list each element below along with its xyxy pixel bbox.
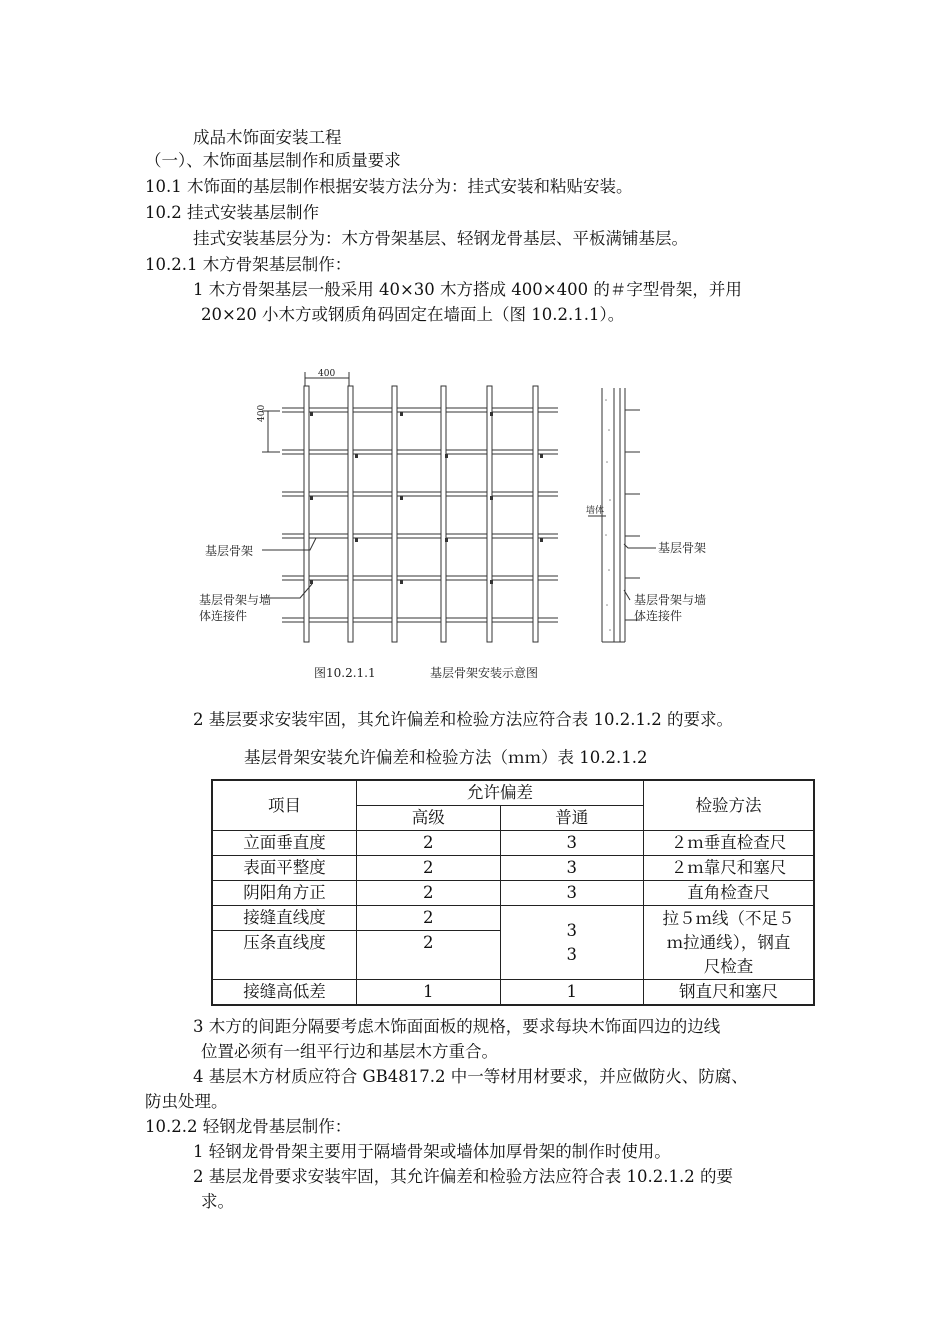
dim-label-vertical: 400 [257, 404, 267, 422]
cell-item: 压条直线度 [212, 931, 357, 980]
table-row [212, 906, 814, 931]
cell-high: 2 [357, 831, 501, 856]
cell-normal: 1 [500, 980, 644, 1006]
para-10-2: 10.2 挂式安装基层制作 [145, 203, 319, 222]
cell-normal: 3 [500, 831, 644, 856]
para-item-1a: 1 木方骨架基层一般采用 40×30 木方搭成 400×400 的＃字型骨架，并用 [193, 280, 742, 299]
para-sub-1: 1 轻钢龙骨骨架主要用于隔墙骨架或墙体加厚骨架的制作时使用。 [193, 1142, 671, 1161]
cell-normal: 3 [566, 944, 577, 964]
cell-high: 2 [357, 931, 501, 980]
header-item: 项目 [212, 780, 357, 831]
cell-item: 接缝高低差 [212, 980, 357, 1006]
label-connector-side-line1: 基层骨架与墙 [634, 593, 707, 607]
para-sub-2a: 2 基层龙骨要求安装牢固，其允许偏差和检验方法应符合表 10.2.1.2 的要 [193, 1167, 733, 1186]
para-item-4b: 防虫处理。 [145, 1092, 228, 1111]
label-connector-line2: 体连接件 [199, 609, 248, 623]
label-frame: 基层骨架 [205, 544, 254, 558]
table-row [212, 831, 814, 856]
cell-normal: 3 [500, 856, 644, 881]
cell-normal: 3 [566, 920, 577, 940]
cell-method: ２ｍ靠尺和塞尺 [644, 856, 815, 881]
header-tolerance: 允许偏差 [357, 780, 644, 806]
cell-normal: 3 [500, 881, 644, 906]
table-row [212, 856, 814, 881]
cell-high: 1 [357, 980, 501, 1006]
cell-item: 表面平整度 [212, 856, 357, 881]
para-item-2: 2 基层要求安装牢固，其允许偏差和检验方法应符合表 10.2.1.2 的要求。 [193, 710, 733, 729]
table-row [212, 980, 814, 1006]
merged-method-line2: ｍ拉通线），钢直 [666, 932, 791, 952]
table-title: 基层骨架安装允许偏差和检验方法（ｍｍ）表 10.2.1.2 [244, 748, 648, 767]
table-row [212, 881, 814, 906]
tolerance-table [211, 779, 815, 1006]
cell-method: 钢直尺和塞尺 [644, 980, 815, 1006]
cell-item: 阴阳角方正 [212, 881, 357, 906]
cell-high: 2 [357, 906, 501, 931]
figure-caption-number: 图10.2.1.1 [314, 666, 376, 680]
doc-title: 成品木饰面安装工程 [193, 128, 342, 147]
para-sub-2b: 求。 [201, 1192, 234, 1211]
label-frame-side: 基层骨架 [658, 541, 707, 555]
label-connector-side-line2: 体连接件 [634, 609, 683, 623]
cell-method: 直角检查尺 [644, 881, 815, 906]
para-10-1: 10.1 木饰面的基层制作根据安装方法分为：挂式安装和粘贴安装。 [145, 177, 633, 196]
label-wall: 墙体 [586, 506, 605, 516]
cell-method-merged [644, 906, 815, 980]
para-item-1b: 20×20 小木方或钢质角码固定在墙面上（图 10.2.1.1）。 [201, 305, 625, 324]
merged-method-line1: 拉５ｍ线（不足５ [662, 908, 795, 928]
para-10-2-desc: 挂式安装基层分为：木方骨架基层、轻钢龙骨基层、平板满铺基层。 [193, 229, 688, 248]
para-10-2-2: 10.2.2 轻钢龙骨基层制作： [145, 1117, 352, 1136]
dim-label-horizontal: 400 [318, 369, 336, 379]
cell-method: ２ｍ垂直检查尺 [644, 831, 815, 856]
para-item-3a: 3 木方的间距分隔要考虑木饰面面板的规格，要求每块木饰面四边的边线 [193, 1017, 721, 1036]
figure-caption-text: 基层骨架安装示意图 [430, 666, 539, 680]
merged-method-line3: 尺检查 [703, 956, 754, 976]
label-connector-line1: 基层骨架与墙 [199, 593, 272, 607]
header-method: 检验方法 [644, 780, 815, 831]
header-normal: 普通 [500, 806, 644, 831]
cell-item: 接缝直线度 [212, 906, 357, 931]
para-item-3b: 位置必须有一组平行边和基层木方重合。 [201, 1042, 498, 1061]
header-high: 高级 [357, 806, 501, 831]
cell-normal-merged [500, 906, 644, 980]
para-10-2-1: 10.2.1 木方骨架基层制作： [145, 255, 352, 274]
cell-high: 2 [357, 856, 501, 881]
para-item-4a: 4 基层木方材质应符合 GB4817.2 中一等材用材要求，并应做防火、防腐、 [193, 1067, 748, 1086]
section-heading: （一）、木饰面基层制作和质量要求 [145, 151, 401, 170]
cell-item: 立面垂直度 [212, 831, 357, 856]
cell-high: 2 [357, 881, 501, 906]
